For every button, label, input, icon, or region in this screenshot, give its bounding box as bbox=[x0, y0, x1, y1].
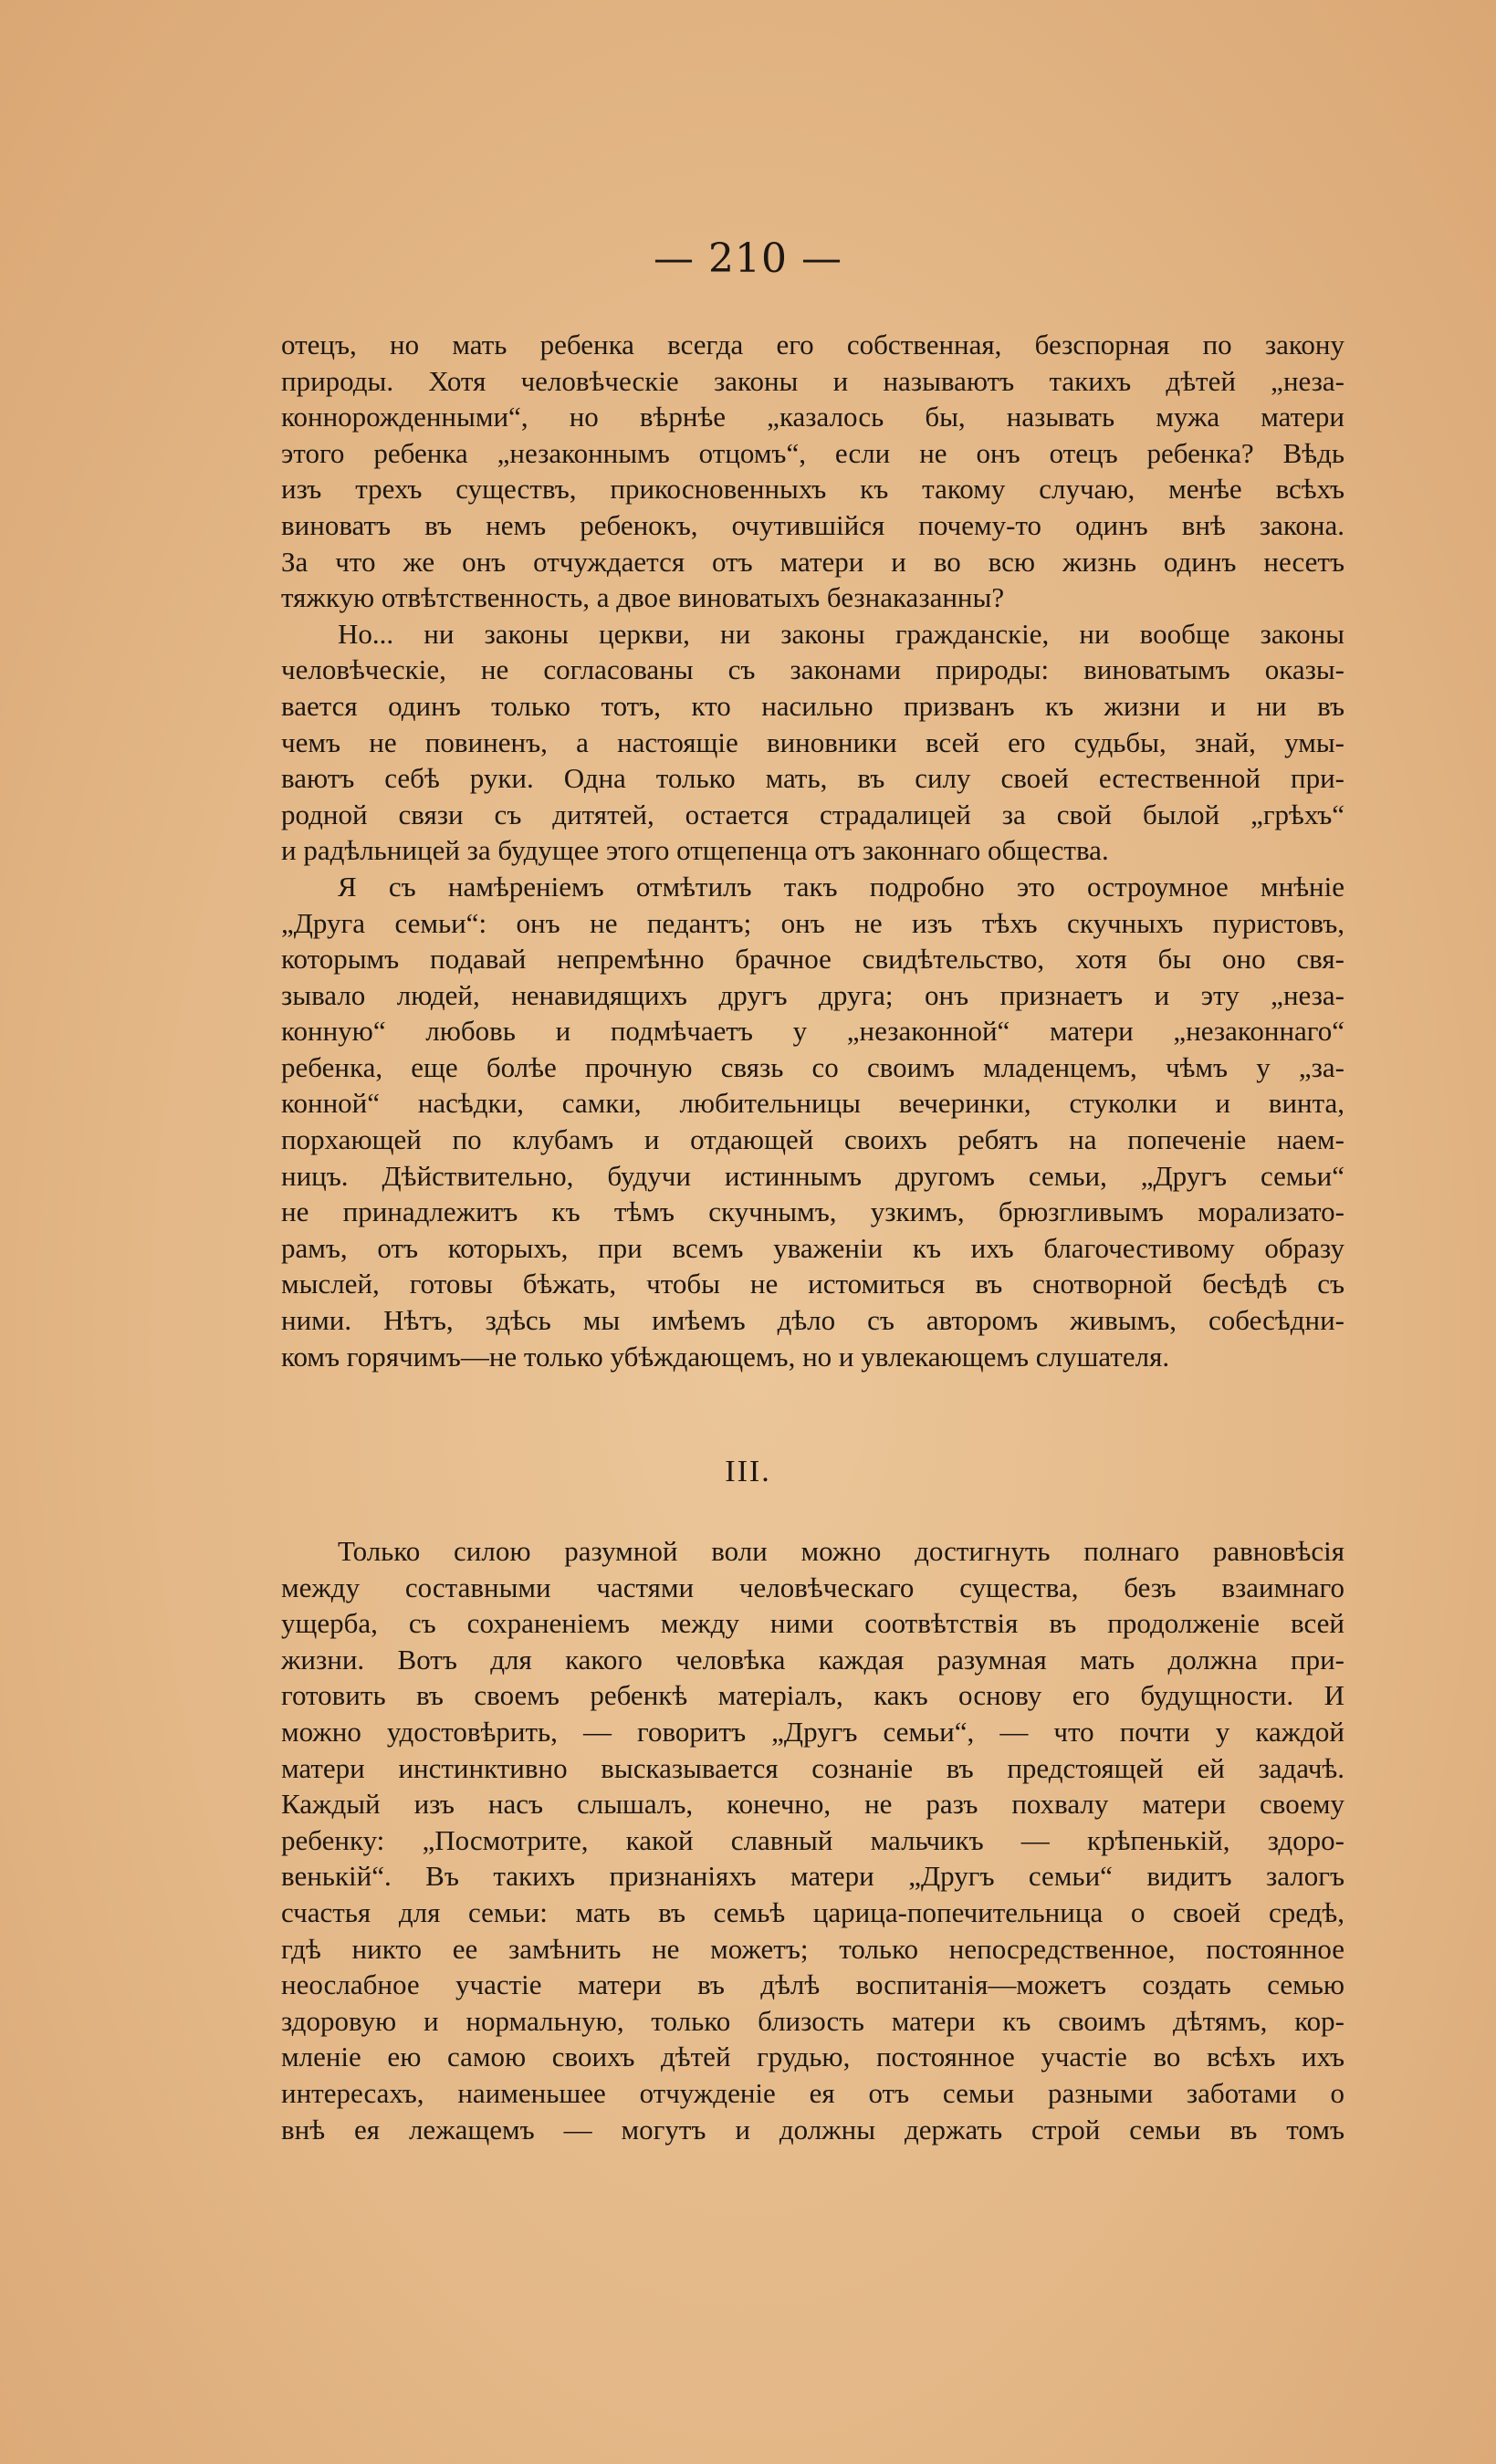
line: гдѣ никто ее замѣнить не можетъ; только непосредственное, постоянное bbox=[281, 1932, 1344, 1965]
line: интересахъ, наименьшее отчужденіе ея отъ семьи разными заботами о bbox=[281, 2076, 1344, 2109]
line: Каждый изъ насъ слышалъ, конечно, не разъ похвалу матери своему bbox=[281, 1788, 1344, 1821]
line: внѣ ея лежащемъ — могутъ и должны держать строй семьи въ томъ bbox=[281, 2113, 1344, 2146]
line: виноватъ въ немъ ребенокъ, очутившійся почему-то одинъ внѣ закона. bbox=[281, 508, 1344, 541]
line: которымъ подавай непремѣнно брачное свидѣтельство, хотя бы оно свя- bbox=[281, 943, 1344, 976]
line: здоровую и нормальную, только близость матери къ своимъ дѣтямъ, кор- bbox=[281, 2004, 1344, 2037]
line: Но... ни законы церкви, ни законы гражданскіе, ни вообще законы bbox=[338, 617, 1344, 650]
line: порхающей по клубамъ и отдающей своихъ ребятъ на попеченіе наем- bbox=[281, 1123, 1344, 1156]
line: можно удостовѣрить, — говоритъ „Другъ семьи“, — что почти у каждой bbox=[281, 1715, 1344, 1748]
line: мленіе ею самою своихъ дѣтей грудью, постоянное участіе во всѣхъ ихъ bbox=[281, 2041, 1344, 2073]
line: ущерба, съ сохраненіемъ между ними соотвѣтствія въ продолженіе всей bbox=[281, 1607, 1344, 1640]
line: комъ горячимъ—не только убѣждающемъ, но и увлекающемъ слушателя. bbox=[281, 1340, 1170, 1373]
line: этого ребенка „незаконнымъ отцомъ“, если не онъ отецъ ребенка? Вѣдь bbox=[281, 436, 1344, 469]
line: ними. Нѣтъ, здѣсь мы имѣемъ дѣло съ авторомъ живымъ, собесѣдни- bbox=[281, 1304, 1344, 1337]
line: тяжкую отвѣтственность, а двое виноватыхъ безнаказанны? bbox=[281, 581, 1005, 614]
line: не принадлежитъ къ тѣмъ скучнымъ, узкимъ, брюзгливымъ морализато- bbox=[281, 1195, 1344, 1228]
line: родной связи съ дитятей, остается страдалицей за свой былой „грѣхъ“ bbox=[281, 798, 1344, 830]
line: „Друга семьи“: онъ не педантъ; онъ не изъ тѣхъ скучныхъ пуристовъ, bbox=[281, 906, 1344, 939]
line: За что же онъ отчуждается отъ матери и во всю жизнь одинъ несетъ bbox=[281, 545, 1344, 578]
line: мыслей, готовы бѣжать, чтобы не истомиться въ снотворной бесѣдѣ съ bbox=[281, 1268, 1344, 1300]
line: рамъ, отъ которыхъ, при всемъ уваженіи къ ихъ благочестивому образу bbox=[281, 1231, 1344, 1264]
line: ребенку: „Посмотрите, какой славный мальчикъ — крѣпенькій, здоро- bbox=[281, 1823, 1344, 1856]
line: изъ трехъ существъ, прикосновенныхъ къ такому случаю, менѣе всѣхъ bbox=[281, 473, 1344, 506]
line: неослабное участіе матери въ дѣлѣ воспитанія—можетъ создать семью bbox=[281, 1968, 1344, 2001]
line: жизни. Вотъ для какого человѣка каждая разумная мать должна при- bbox=[281, 1643, 1344, 1676]
line: отецъ, но мать ребенка всегда его собственная, безспорная по закону bbox=[281, 329, 1344, 360]
page-number: — 210 — bbox=[654, 235, 842, 282]
line: зывало людей, ненавидящихъ другъ друга; онъ признаетъ и эту „неза- bbox=[281, 978, 1344, 1011]
line: природы. Хотя человѣческіе законы и называютъ такихъ дѣтей „неза- bbox=[281, 364, 1344, 397]
text-block-top bbox=[281, 327, 1344, 1374]
line: конной“ насѣдки, самки, любительницы вечеринки, стуколки и винта, bbox=[281, 1087, 1344, 1120]
line: венькій“. Въ такихъ признаніяхъ матери „Другъ семьи“ видитъ залогъ bbox=[281, 1860, 1344, 1893]
line: Я съ намѣреніемъ отмѣтилъ такъ подробно это остроумное мнѣніе bbox=[338, 870, 1344, 903]
line: между составными частями человѣческаго существа, безъ взаимнаго bbox=[281, 1571, 1344, 1603]
text-block-bottom bbox=[281, 1533, 1344, 2147]
line: Только силою разумной воли можно достигнуть полнаго равновѣсія bbox=[338, 1535, 1344, 1567]
line: вается одинъ только тотъ, кто насильно призванъ къ жизни и ни въ bbox=[281, 689, 1344, 722]
line: матери инстинктивно высказывается сознаніе въ предстоящей ей задачѣ. bbox=[281, 1751, 1344, 1784]
line: готовить въ своемъ ребенкѣ матеріалъ, какъ основу его будущности. И bbox=[281, 1679, 1344, 1712]
line: ницъ. Дѣйствительно, будучи истиннымъ другомъ семьи, „Другъ семьи“ bbox=[281, 1159, 1344, 1192]
line: чемъ не повиненъ, а настоящіе виновники всей его судьбы, знай, умы- bbox=[281, 726, 1344, 758]
line: и радѣльницей за будущее этого отщепенца отъ законнаго общества. bbox=[281, 834, 1109, 867]
line: ребенка, еще болѣе прочную связь со своимъ младенцемъ, чѣмъ у „за- bbox=[281, 1050, 1344, 1083]
line: ваютъ себѣ руки. Одна только мать, въ силу своей естественной при- bbox=[281, 762, 1344, 795]
line: коннорожденными“, но вѣрнѣе „казалось бы, называть мужа матери bbox=[281, 401, 1344, 433]
section-heading: III. bbox=[725, 1455, 771, 1488]
line: конную“ любовь и подмѣчаетъ у „незаконной“ матери „незаконнаго“ bbox=[281, 1015, 1344, 1048]
line: счастья для семьи: мать въ семьѣ царица-попечительница о своей средѣ, bbox=[281, 1895, 1344, 1928]
line: человѣческіе, не согласованы съ законами природы: виноватымъ оказы- bbox=[281, 653, 1344, 686]
